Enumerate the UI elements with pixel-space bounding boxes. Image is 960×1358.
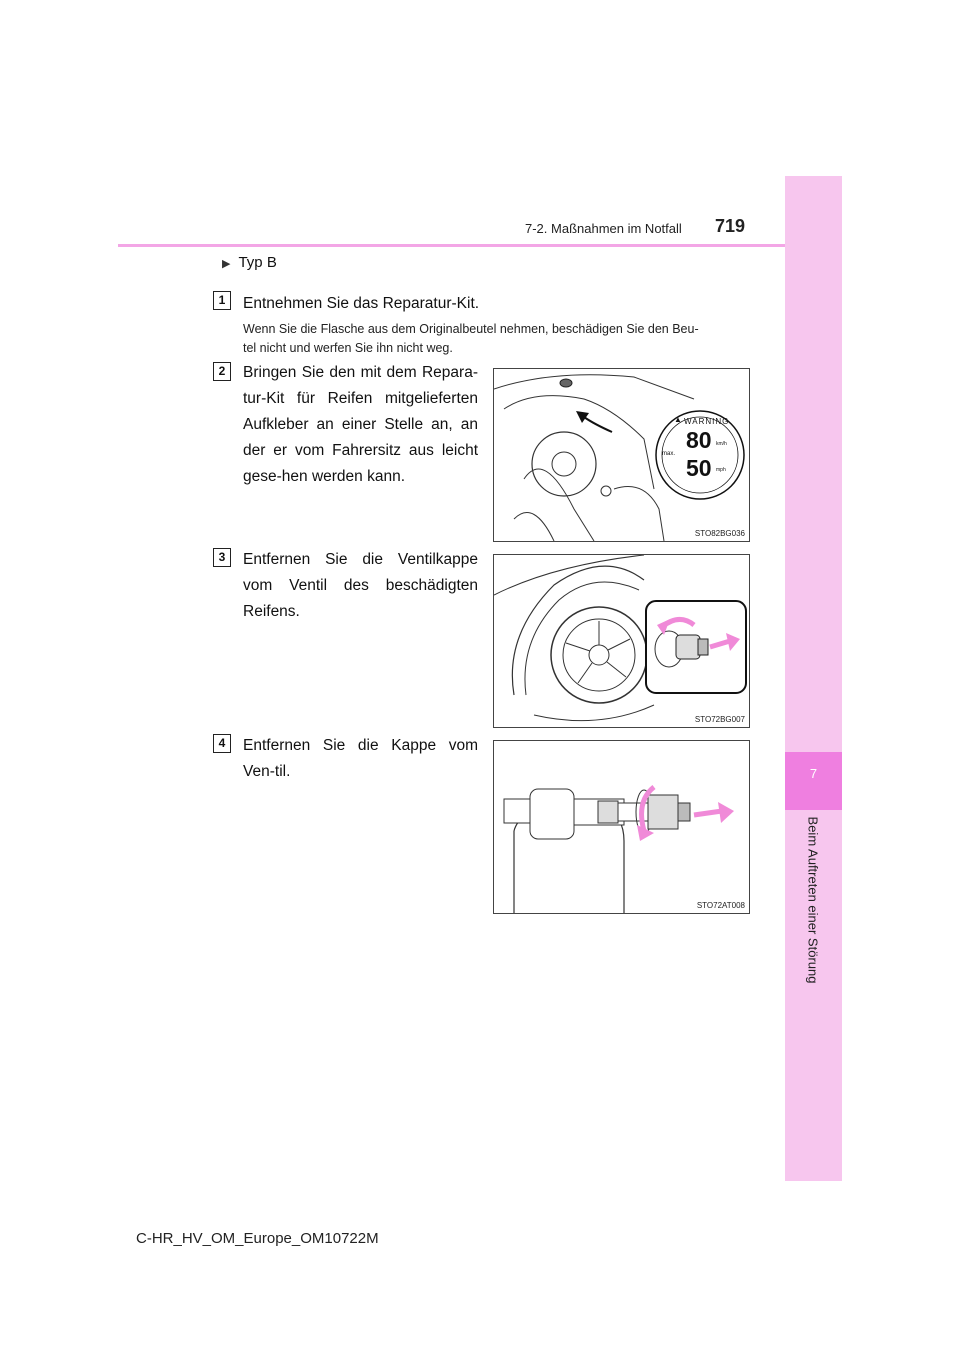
document-code: C-HR_HV_OM_Europe_OM10722M <box>136 1230 379 1247</box>
step-1-number: 1 <box>213 291 231 310</box>
step-4-text: Entfernen Sie die Kappe vom Ven-til. <box>243 737 478 780</box>
figure-bottle-cap-removal <box>493 740 750 914</box>
bottle-illustration <box>494 741 749 913</box>
chapter-number: 7 <box>809 766 818 781</box>
sticker-unit-kmh: km/h <box>716 441 727 447</box>
chapter-side-tab <box>785 176 842 1181</box>
step-1-title: Entnehmen Sie das Reparatur-Kit. <box>243 295 480 312</box>
sticker-max: max. <box>662 451 676 457</box>
section-title: 7-2. Maßnahmen im Notfall <box>525 221 682 236</box>
step-1-note-line2: tel nicht und werfen Sie ihn nicht weg. <box>243 341 453 355</box>
sticker-speed-top: 80 <box>686 427 712 453</box>
header-divider <box>118 244 785 247</box>
sticker-unit-mph: mph <box>716 467 726 473</box>
triangle-bullet-icon: ▶ <box>222 258 231 270</box>
tire-illustration <box>494 555 749 727</box>
step-4-number: 4 <box>213 734 231 753</box>
figure-code: STO72BG007 <box>694 715 745 724</box>
step-2-text: Bringen Sie den mit dem Repara-tur-Kit für Reifen mitgelieferten Aufkleber an einer Stelle an, an der er vom Fahrersitz aus leicht gese-hen werden kann. <box>243 364 478 485</box>
figure-valve-cap-removal <box>493 554 750 728</box>
chapter-title: Beim Auftreten einer Störung <box>805 816 821 984</box>
figure-code: STO82BG036 <box>694 529 745 538</box>
figure-dashboard-sticker <box>493 368 750 542</box>
step-2-number: 2 <box>213 362 231 381</box>
figure-code: STO72AT008 <box>696 901 745 910</box>
page-number: 719 <box>715 216 746 236</box>
sticker-speed-bottom: 50 <box>686 455 712 481</box>
step-3-text: Entfernen Sie die Ventilkappe vom Ventil des beschädigten Reifens. <box>243 551 478 620</box>
step-3-number: 3 <box>213 548 231 567</box>
sticker-warning-word: WARNING <box>684 417 730 426</box>
step-1-note-line1: Wenn Sie die Flasche aus dem Originalbeutel nehmen, beschädigen Sie den Beu- <box>243 322 699 336</box>
chapter-number-block <box>785 752 842 810</box>
warning-sticker <box>656 411 744 499</box>
sticker-warning-triangle-icon: ▲ <box>674 415 682 424</box>
type-label: ▶ Typ B <box>222 254 277 271</box>
